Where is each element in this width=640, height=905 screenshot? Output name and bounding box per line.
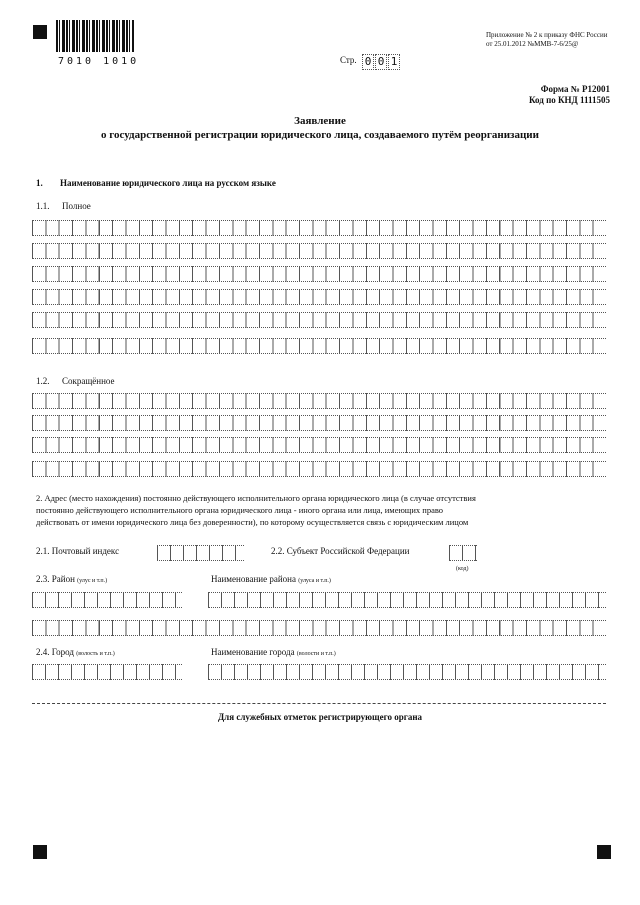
barcode xyxy=(56,20,134,52)
section2-heading-line-1: 2. Адрес (место нахождения) постоянно действующего исполнительного органа юридического лица (в случае отсутствия xyxy=(36,493,476,503)
postal-code-field[interactable] xyxy=(157,545,244,561)
document-subtitle: о государственной регистрации юридического лица, создаваемого путём реорганизации xyxy=(101,129,539,141)
short-name-row-1[interactable] xyxy=(32,393,606,409)
city-name-field[interactable] xyxy=(208,664,606,680)
city-type-field[interactable] xyxy=(32,664,182,680)
full-name-label: Полное xyxy=(62,201,91,211)
short-name-row-4[interactable] xyxy=(32,461,606,477)
short-name-row-2[interactable] xyxy=(32,415,606,431)
document-title: Заявление xyxy=(294,115,346,127)
full-name-row-6[interactable] xyxy=(32,338,606,354)
page-digit-1: 0 xyxy=(362,54,374,70)
corner-marker-top-left xyxy=(33,25,47,39)
subject-code-caption: (код) xyxy=(456,566,469,572)
service-note: Для служебных отметок регистрирующего органа xyxy=(217,712,423,722)
city-label: 2.4. Город (волость и т.п.) xyxy=(36,647,115,657)
district-name-field-row-2[interactable] xyxy=(32,620,606,636)
corner-marker-bottom-left xyxy=(33,845,47,859)
district-name-label: Наименование района (улуса и т.п.) xyxy=(211,574,331,584)
barcode-number: 7010 1010 xyxy=(58,56,140,67)
subject-label: 2.2. Субъект Российской Федерации xyxy=(271,546,410,556)
full-name-row-5[interactable] xyxy=(32,312,606,328)
section2-heading-line-2: постоянно действующего исполнительного органа юридического лица - иного органа или лица, имеющих право xyxy=(36,505,444,515)
page-label: Стр. xyxy=(340,55,357,65)
full-name-row-2[interactable] xyxy=(32,243,606,259)
section1-title: Наименование юридического лица на русском языке xyxy=(60,178,276,188)
page-digit-2: 0 xyxy=(375,54,387,70)
district-name-field-row-1[interactable] xyxy=(208,592,606,608)
subject-code-field[interactable] xyxy=(449,545,477,561)
full-name-row-1[interactable] xyxy=(32,220,606,236)
annex-line-2: от 25.01.2012 №ММВ-7-6/25@ xyxy=(486,40,579,48)
corner-marker-bottom-right xyxy=(597,845,611,859)
short-name-label: Сокращённое xyxy=(62,376,115,386)
district-label: 2.3. Район (улус и т.п.) xyxy=(36,574,108,584)
section2-heading-line-3: действовать от имени юридического лица без доверенности), по которому осуществляется связь с юридическим лицом xyxy=(36,517,469,527)
district-type-field[interactable] xyxy=(32,592,182,608)
page-digit-3: 1 xyxy=(388,54,400,70)
postal-code-label: 2.1. Почтовый индекс xyxy=(36,546,120,556)
knd-code: Код по КНД 1111505 xyxy=(528,95,610,105)
short-name-number: 1.2. xyxy=(36,376,50,386)
full-name-row-3[interactable] xyxy=(32,266,606,282)
full-name-number: 1.1. xyxy=(36,201,50,211)
section1-number: 1. xyxy=(36,178,43,188)
full-name-row-4[interactable] xyxy=(32,289,606,305)
short-name-row-3[interactable] xyxy=(32,437,606,453)
separator-line xyxy=(32,703,606,704)
city-name-label: Наименование города (волости и т.п.) xyxy=(211,647,336,657)
annex-line-1: Приложение № 2 к приказу ФНС России xyxy=(486,31,608,39)
form-number: Форма № Р12001 xyxy=(540,84,610,94)
